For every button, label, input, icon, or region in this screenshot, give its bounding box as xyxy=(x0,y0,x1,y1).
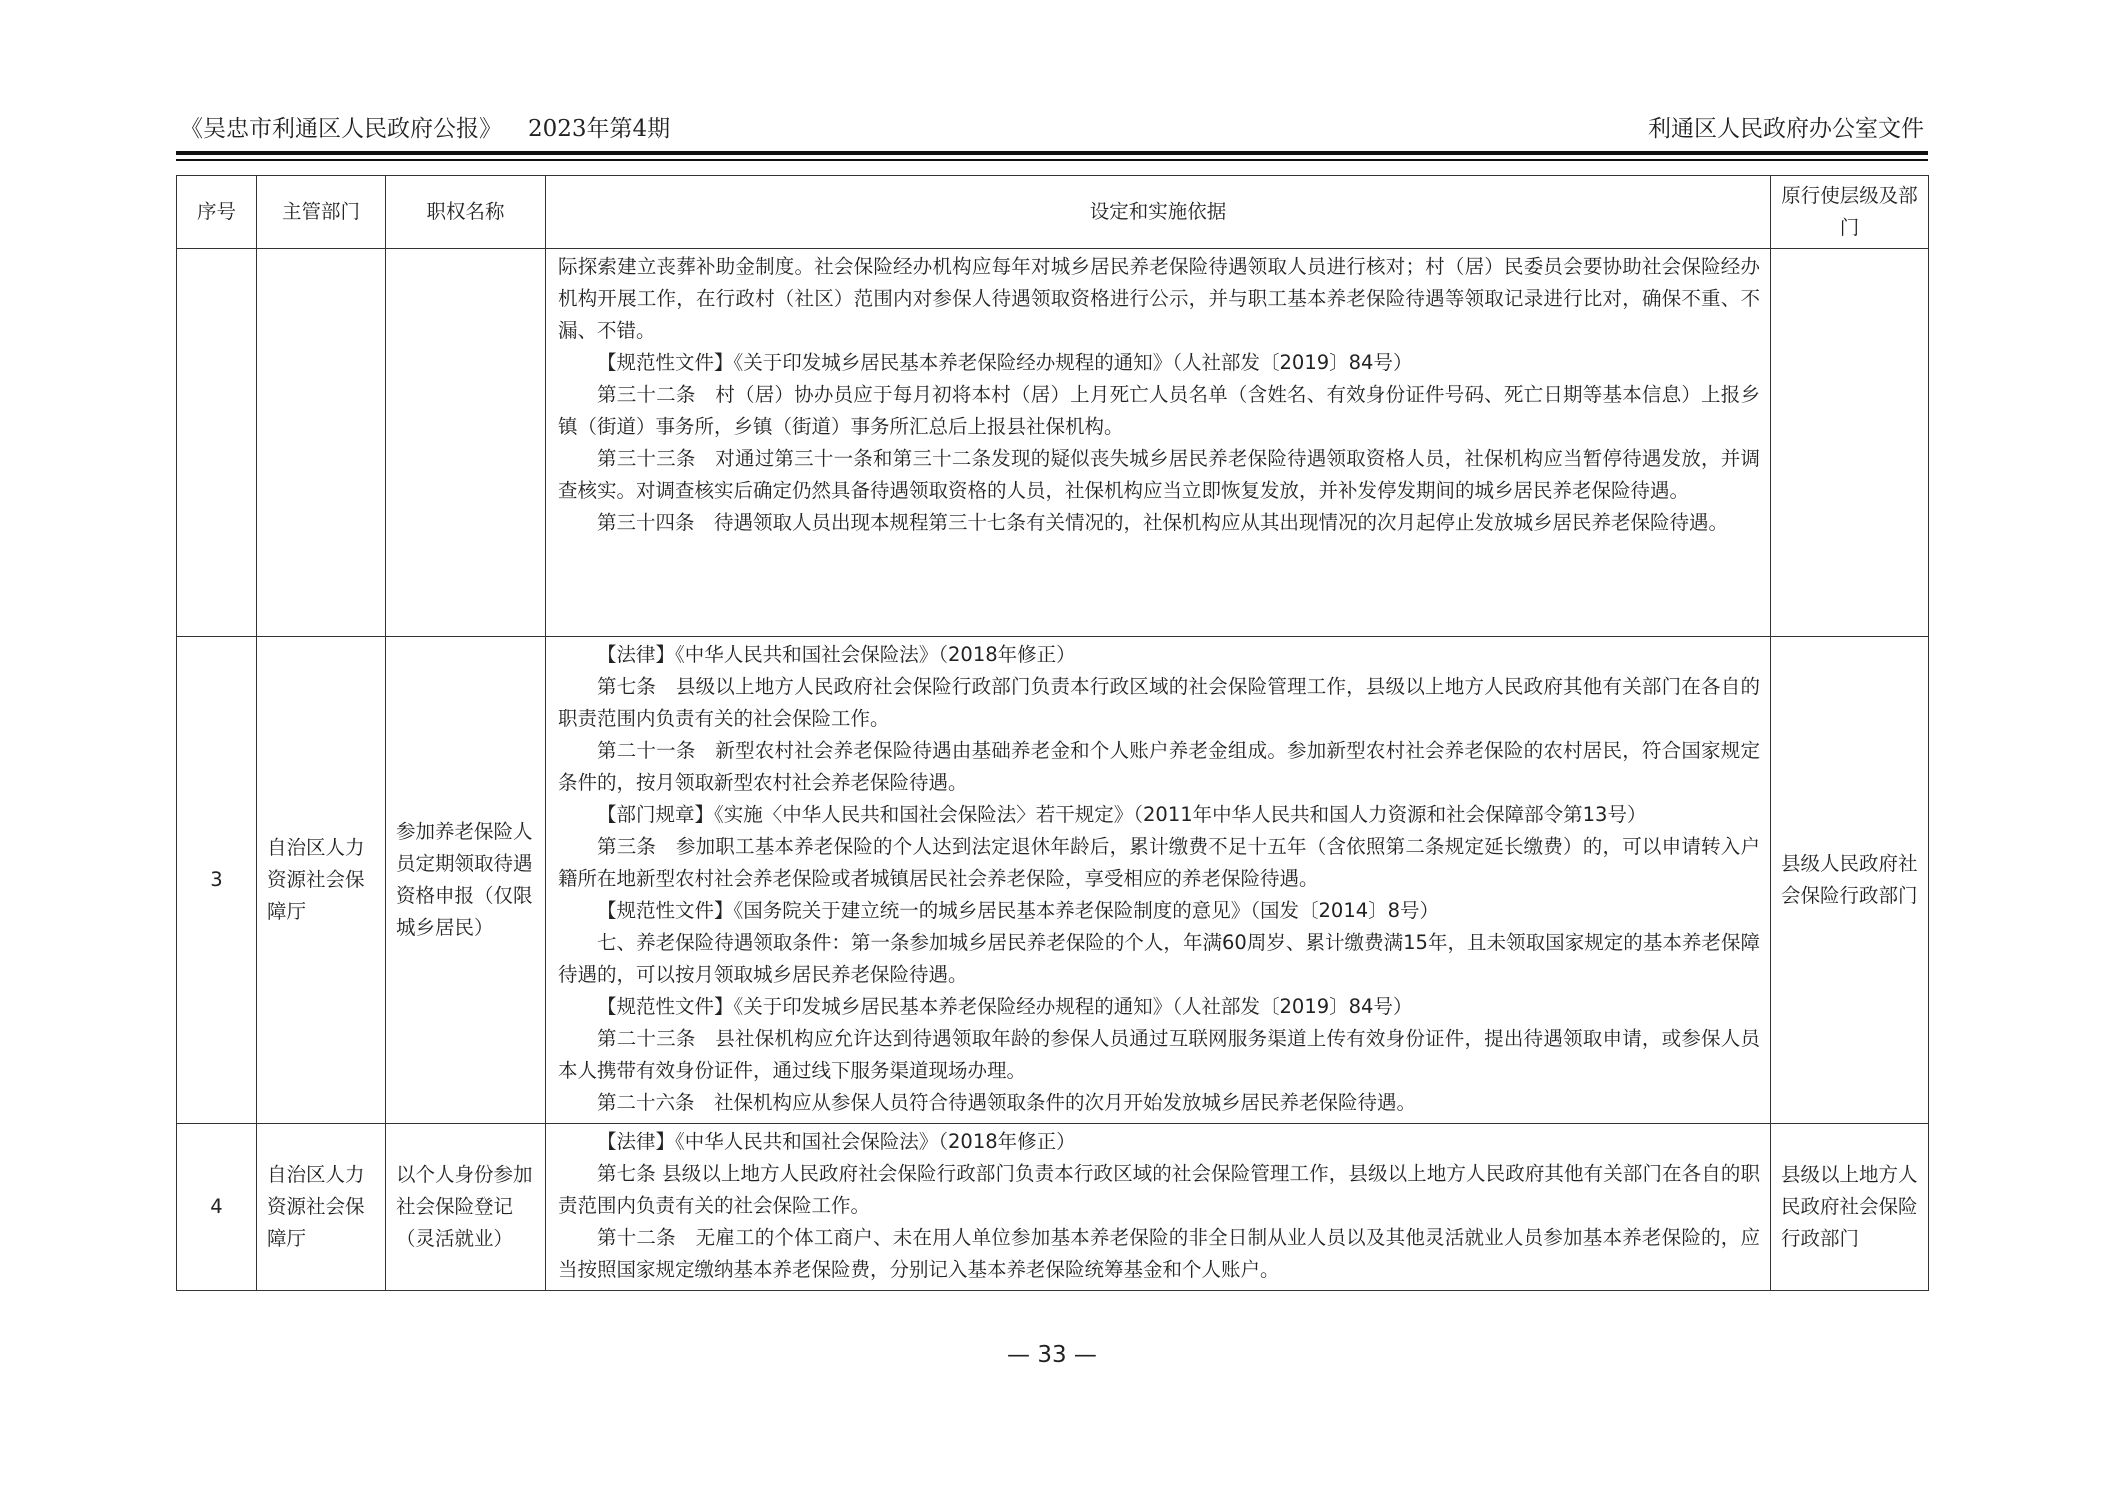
table-row xyxy=(177,637,1929,1124)
header-rule-thin xyxy=(176,159,1928,161)
basis-paragraph: 第三条 参加职工基本养老保险的个人达到法定退休年龄后，累计缴费不足十五年（含依照第二条规定延长缴费）的，可以申请转入户籍所在地新型农村社会养老保险或者城镇居民社会养老保险，享受相应的养老保险待遇。 xyxy=(558,835,1760,890)
basis-paragraph: 【规范性文件】《关于印发城乡居民基本养老保险经办规程的通知》（人社部发〔2019〕84号） xyxy=(597,351,1413,374)
cell-department xyxy=(257,249,386,637)
header-right: 利通区人民政府办公室文件 xyxy=(1648,116,1924,142)
cell-basis xyxy=(546,249,1771,637)
basis-paragraph: 第三十二条 村（居）协办员应于每月初将本村（居）上月死亡人员名单（含姓名、有效身份证件号码、死亡日期等基本信息）上报乡镇（街道）事务所，乡镇（街道）事务所汇总后上报县社保机构。 xyxy=(558,383,1760,438)
cell-basis xyxy=(546,637,1771,1124)
basis-paragraph: 第七条 县级以上地方人民政府社会保险行政部门负责本行政区域的社会保险管理工作，县级以上地方人民政府其他有关部门在各自的职责范围内负责有关的社会保险工作。 xyxy=(558,675,1760,730)
cell-department: 自治区人力资源社会保障厅 xyxy=(257,637,386,1124)
table-row xyxy=(177,1124,1929,1291)
page-header xyxy=(176,108,1928,144)
cell-department: 自治区人力资源社会保障厅 xyxy=(257,1124,386,1291)
header-cell-number: 序号 xyxy=(177,176,257,249)
page-number: — 33 — xyxy=(1007,1342,1097,1368)
basis-paragraph: 第三十四条 待遇领取人员出现本规程第三十七条有关情况的，社保机构应从其出现情况的次月起停止发放城乡居民养老保险待遇。 xyxy=(597,511,1729,534)
header-rule-thick xyxy=(176,151,1928,155)
basis-paragraph: 【法律】《中华人民共和国社会保险法》（2018年修正） xyxy=(597,1130,1076,1153)
header-cell-department: 主管部门 xyxy=(257,176,386,249)
cell-authority-name xyxy=(386,249,546,637)
header-cell-basis: 设定和实施依据 xyxy=(546,176,1771,249)
basis-paragraph: 【规范性文件】《国务院关于建立统一的城乡居民基本养老保险制度的意见》（国发〔2014〕8号） xyxy=(597,899,1440,922)
header-cell-level: 原行使层级及部门 xyxy=(1771,176,1929,249)
basis-paragraph: 第二十一条 新型农村社会养老保险待遇由基础养老金和个人账户养老金组成。参加新型农村社会养老保险的农村居民，符合国家规定条件的，按月领取新型农村社会养老保险待遇。 xyxy=(558,739,1760,794)
basis-paragraph: 第七条 县级以上地方人民政府社会保险行政部门负责本行政区域的社会保险管理工作，县级以上地方人民政府其他有关部门在各自的职责范围内负责有关的社会保险工作。 xyxy=(558,1162,1760,1217)
cell-number xyxy=(177,249,257,637)
cell-number: 4 xyxy=(177,1124,257,1291)
basis-paragraph: 【部门规章】《实施〈中华人民共和国社会保险法〉若干规定》（2011年中华人民共和国人力资源和社会保障部令第13号） xyxy=(597,803,1647,826)
basis-paragraph: 第二十三条 县社保机构应允许达到待遇领取年龄的参保人员通过互联网服务渠道上传有效身份证件，提出待遇领取申请，或参保人员本人携带有效身份证件，通过线下服务渠道现场办理。 xyxy=(558,1027,1760,1082)
cell-authority-name: 以个人身份参加社会保险登记（灵活就业） xyxy=(386,1124,546,1291)
header-cell-authority-name: 职权名称 xyxy=(386,176,546,249)
gazette-title: 《吴忠市利通区人民政府公报》 xyxy=(180,116,502,142)
table-header-row xyxy=(177,176,1929,249)
cell-level: 县级人民政府社会保险行政部门 xyxy=(1771,637,1929,1124)
cell-authority-name: 参加养老保险人员定期领取待遇资格申报（仅限城乡居民） xyxy=(386,637,546,1124)
issue-number: 2023年第4期 xyxy=(528,116,671,142)
basis-paragraph: 第二十六条 社保机构应从参保人员符合待遇领取条件的次月开始发放城乡居民养老保险待遇。 xyxy=(597,1091,1417,1114)
table-body xyxy=(177,249,1929,1291)
header-left xyxy=(180,110,670,143)
cell-basis xyxy=(546,1124,1771,1291)
basis-paragraph: 第三十三条 对通过第三十一条和第三十二条发现的疑似丧失城乡居民养老保险待遇领取资格人员，社保机构应当暂停待遇发放，并调查核实。对调查核实后确定仍然具备待遇领取资格的人员，社保机构应当立即恢复发放，并补发停发期间的城乡居民养老保险待遇。 xyxy=(558,447,1760,502)
basis-paragraph: 第十二条 无雇工的个体工商户、未在用人单位参加基本养老保险的非全日制从业人员以及其他灵活就业人员参加基本养老保险的，应当按照国家规定缴纳基本养老保险费，分别记入基本养老保险统筹基金和个人账户。 xyxy=(558,1226,1760,1281)
cell-number: 3 xyxy=(177,637,257,1124)
cell-level: 县级以上地方人民政府社会保险行政部门 xyxy=(1771,1124,1929,1291)
basis-paragraph: 【法律】《中华人民共和国社会保险法》（2018年修正） xyxy=(597,643,1076,666)
authority-table xyxy=(176,175,1929,1291)
basis-paragraph: 际探索建立丧葬补助金制度。社会保险经办机构应每年对城乡居民养老保险待遇领取人员进行核对；村（居）民委员会要协助社会保险经办机构开展工作，在行政村（社区）范围内对参保人待遇领取资格进行公示，并与职工基本养老保险待遇等领取记录进行比对，确保不重、不漏、不错。 xyxy=(558,255,1760,342)
basis-paragraph: 七、养老保险待遇领取条件：第一条参加城乡居民养老保险的个人，年满60周岁、累计缴费满15年，且未领取国家规定的基本养老保障待遇的，可以按月领取城乡居民养老保险待遇。 xyxy=(558,931,1760,986)
cell-level xyxy=(1771,249,1929,637)
table-row xyxy=(177,249,1929,637)
basis-paragraph: 【规范性文件】《关于印发城乡居民基本养老保险经办规程的通知》（人社部发〔2019〕84号） xyxy=(597,995,1413,1018)
